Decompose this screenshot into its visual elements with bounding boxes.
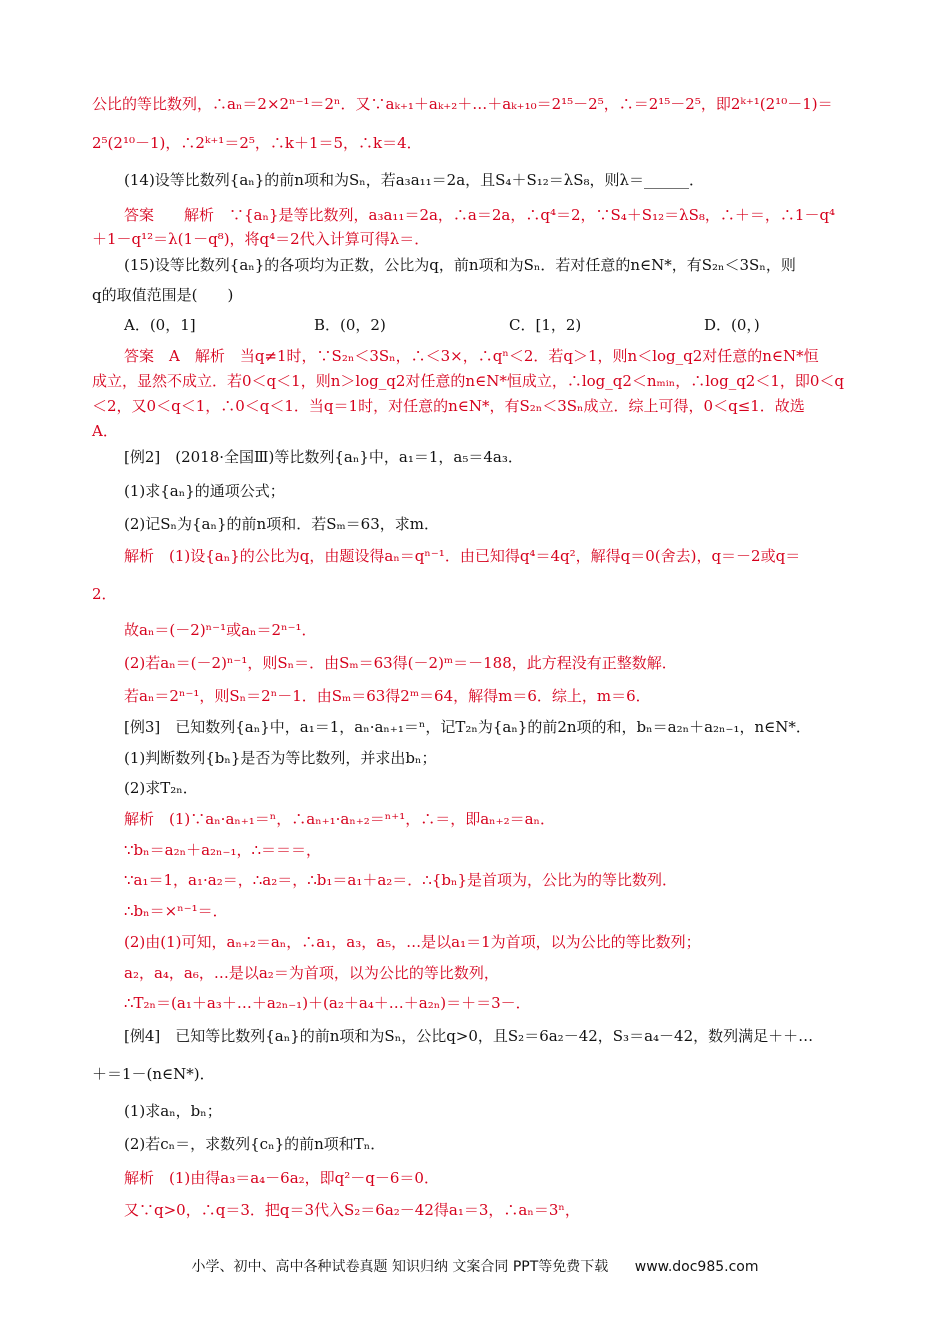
example-3-part-1: (1)判断数列{bₙ}是否为等比数列，并求出bₙ； [124, 749, 437, 767]
solution-line: 解析 (1)∵aₙ·aₙ₊₁＝ⁿ，∴aₙ₊₁·aₙ₊₂＝ⁿ⁺¹，∴＝，即aₙ₊₂＝aₙ． [124, 810, 556, 828]
option-a: A．(0，1] [124, 316, 196, 334]
solution-line: 解析 (1)设{aₙ}的公比为q，由题设得aₙ＝qⁿ⁻¹．由已知得q⁴＝4q²，解得q＝0(舍去)，q＝－2或q＝ [124, 547, 801, 565]
solution-line: 解析 (1)由得a₃＝a₄－6a₂，即q²－q－6＝0． [124, 1169, 439, 1187]
answer-15-line: ＜2，又0＜q＜1，∴0＜q＜1．当q＝1时，对任意的n∈N*，有S₂ₙ＜3Sₙ成立．综上可得，0＜q≤1．故选 [92, 397, 805, 415]
example-4-cont: ＋＝1－(n∈N*)． [92, 1065, 215, 1083]
question-15-cont: q的取值范围是( ) [92, 286, 234, 304]
answer-14-line: ＋1－q¹²＝λ(1－q⁸)，将q⁴＝2代入计算可得λ＝． [92, 230, 430, 248]
solution-line: ∴T₂ₙ＝(a₁＋a₃＋…＋a₂ₙ₋₁)＋(a₂＋a₄＋…＋a₂ₙ)＝＋＝3－． [124, 994, 531, 1012]
question-14: (14)设等比数列{aₙ}的前n项和为Sₙ，若a₃a₁₁＝2a，且S₄＋S₁₂＝λS₈，则λ＝______． [124, 171, 705, 189]
page-footer [0, 1256, 950, 1276]
solution-line: 2． [92, 585, 117, 603]
example-2-part-1: (1)求{aₙ}的通项公式； [124, 482, 285, 500]
question-15: (15)设等比数列{aₙ}的各项均为正数，公比为q，前n项和为Sₙ．若对任意的n∈N*，有S₂ₙ＜3Sₙ，则 [124, 256, 796, 274]
solution-line: ∵bₙ＝a₂ₙ＋a₂ₙ₋₁，∴＝＝＝， [124, 841, 322, 859]
footer-url[interactable]: www.doc985.com [634, 1259, 759, 1275]
solution-line: (2)若aₙ＝(－2)ⁿ⁻¹，则Sₙ＝．由Sₘ＝63得(－2)ᵐ＝－188，此方程没有正整数解． [124, 654, 677, 672]
answer-15-line: 成立，显然不成立．若0＜q＜1，则n＞log_q2对任意的n∈N*恒成立，∴log_q2＜nₘᵢₙ，∴log_q2＜1，即0＜q [92, 372, 845, 390]
text-line: 2⁵(2¹⁰－1)，∴2ᵏ⁺¹＝2⁵，∴k＋1＝5，∴k＝4． [92, 134, 422, 152]
solution-line: 又∵q>0，∴q＝3．把q＝3代入S₂＝6a₂－42得a₁＝3，∴aₙ＝3ⁿ， [124, 1201, 580, 1219]
option-d: D．(0，) [704, 316, 760, 334]
text-line: 公比的等比数列，∴aₙ＝2×2ⁿ⁻¹＝2ⁿ．又∵aₖ₊₁＋aₖ₊₂＋…＋aₖ₊₁₀＝2¹⁵－2⁵，∴＝2¹⁵－2⁵，即2ᵏ⁺¹(2¹⁰－1)＝ [92, 95, 833, 113]
solution-line: ∴bₙ＝×ⁿ⁻¹＝． [124, 902, 228, 920]
example-2-part-2: (2)记Sₙ为{aₙ}的前n项和．若Sₘ＝63，求m． [124, 515, 439, 533]
solution-line: a₂，a₄，a₆，…是以a₂＝为首项，以为公比的等比数列， [124, 964, 499, 982]
example-4-part-2: (2)若cₙ＝，求数列{cₙ}的前n项和Tₙ． [124, 1135, 386, 1153]
example-3-title: [例3] 已知数列{aₙ}中，a₁＝1，aₙ·aₙ₊₁＝ⁿ，记T₂ₙ为{aₙ}的前2n项的和，bₙ＝a₂ₙ＋a₂ₙ₋₁，n∈N*． [124, 718, 811, 736]
answer-15-line: A． [92, 422, 118, 440]
solution-line: 故aₙ＝(－2)ⁿ⁻¹或aₙ＝2ⁿ⁻¹． [124, 621, 317, 639]
example-4-title: [例4] 已知等比数列{aₙ}的前n项和为Sₙ，公比q>0，且S₂＝6a₂－42，S₃＝a₄－42，数列满足＋＋… [124, 1027, 814, 1045]
solution-line: ∵a₁＝1，a₁·a₂＝，∴a₂＝，∴b₁＝a₁＋a₂＝．∴{bₙ}是首项为，公比为的等比数列． [124, 871, 678, 889]
solution-line: 若aₙ＝2ⁿ⁻¹，则Sₙ＝2ⁿ－1．由Sₘ＝63得2ᵐ＝64，解得m＝6．综上，m＝6． [124, 687, 651, 705]
example-3-part-2: (2)求T₂ₙ． [124, 779, 198, 797]
option-b: B．(0，2) [314, 316, 386, 334]
footer-text: 小学、初中、高中各种试卷真题 知识归纳 文案合同 PPT等免费下载 [191, 1259, 609, 1275]
answer-15-line: 答案 A 解析 当q≠1时，∵S₂ₙ＜3Sₙ，∴＜3×，∴qⁿ＜2．若q＞1，则n＜log_q2对任意的n∈N*恒 [124, 347, 819, 365]
answer-14-line: 答案 解析 ∵{aₙ}是等比数列，a₃a₁₁＝2a，∴a＝2a，∴q⁴＝2，∵S₄＋S₁₂＝λS₈，∴＋＝，∴1－q⁴ [124, 206, 836, 224]
solution-line: (2)由(1)可知，aₙ₊₂＝aₙ，∴a₁，a₃，a₅，…是以a₁＝1为首项，以为公比的等比数列； [124, 933, 701, 951]
example-2-title: [例2] (2018·全国Ⅲ)等比数列{aₙ}中，a₁＝1，a₅＝4a₃． [124, 448, 523, 466]
example-4-part-1: (1)求aₙ，bₙ； [124, 1102, 222, 1120]
option-c: C．[1，2) [509, 316, 582, 334]
